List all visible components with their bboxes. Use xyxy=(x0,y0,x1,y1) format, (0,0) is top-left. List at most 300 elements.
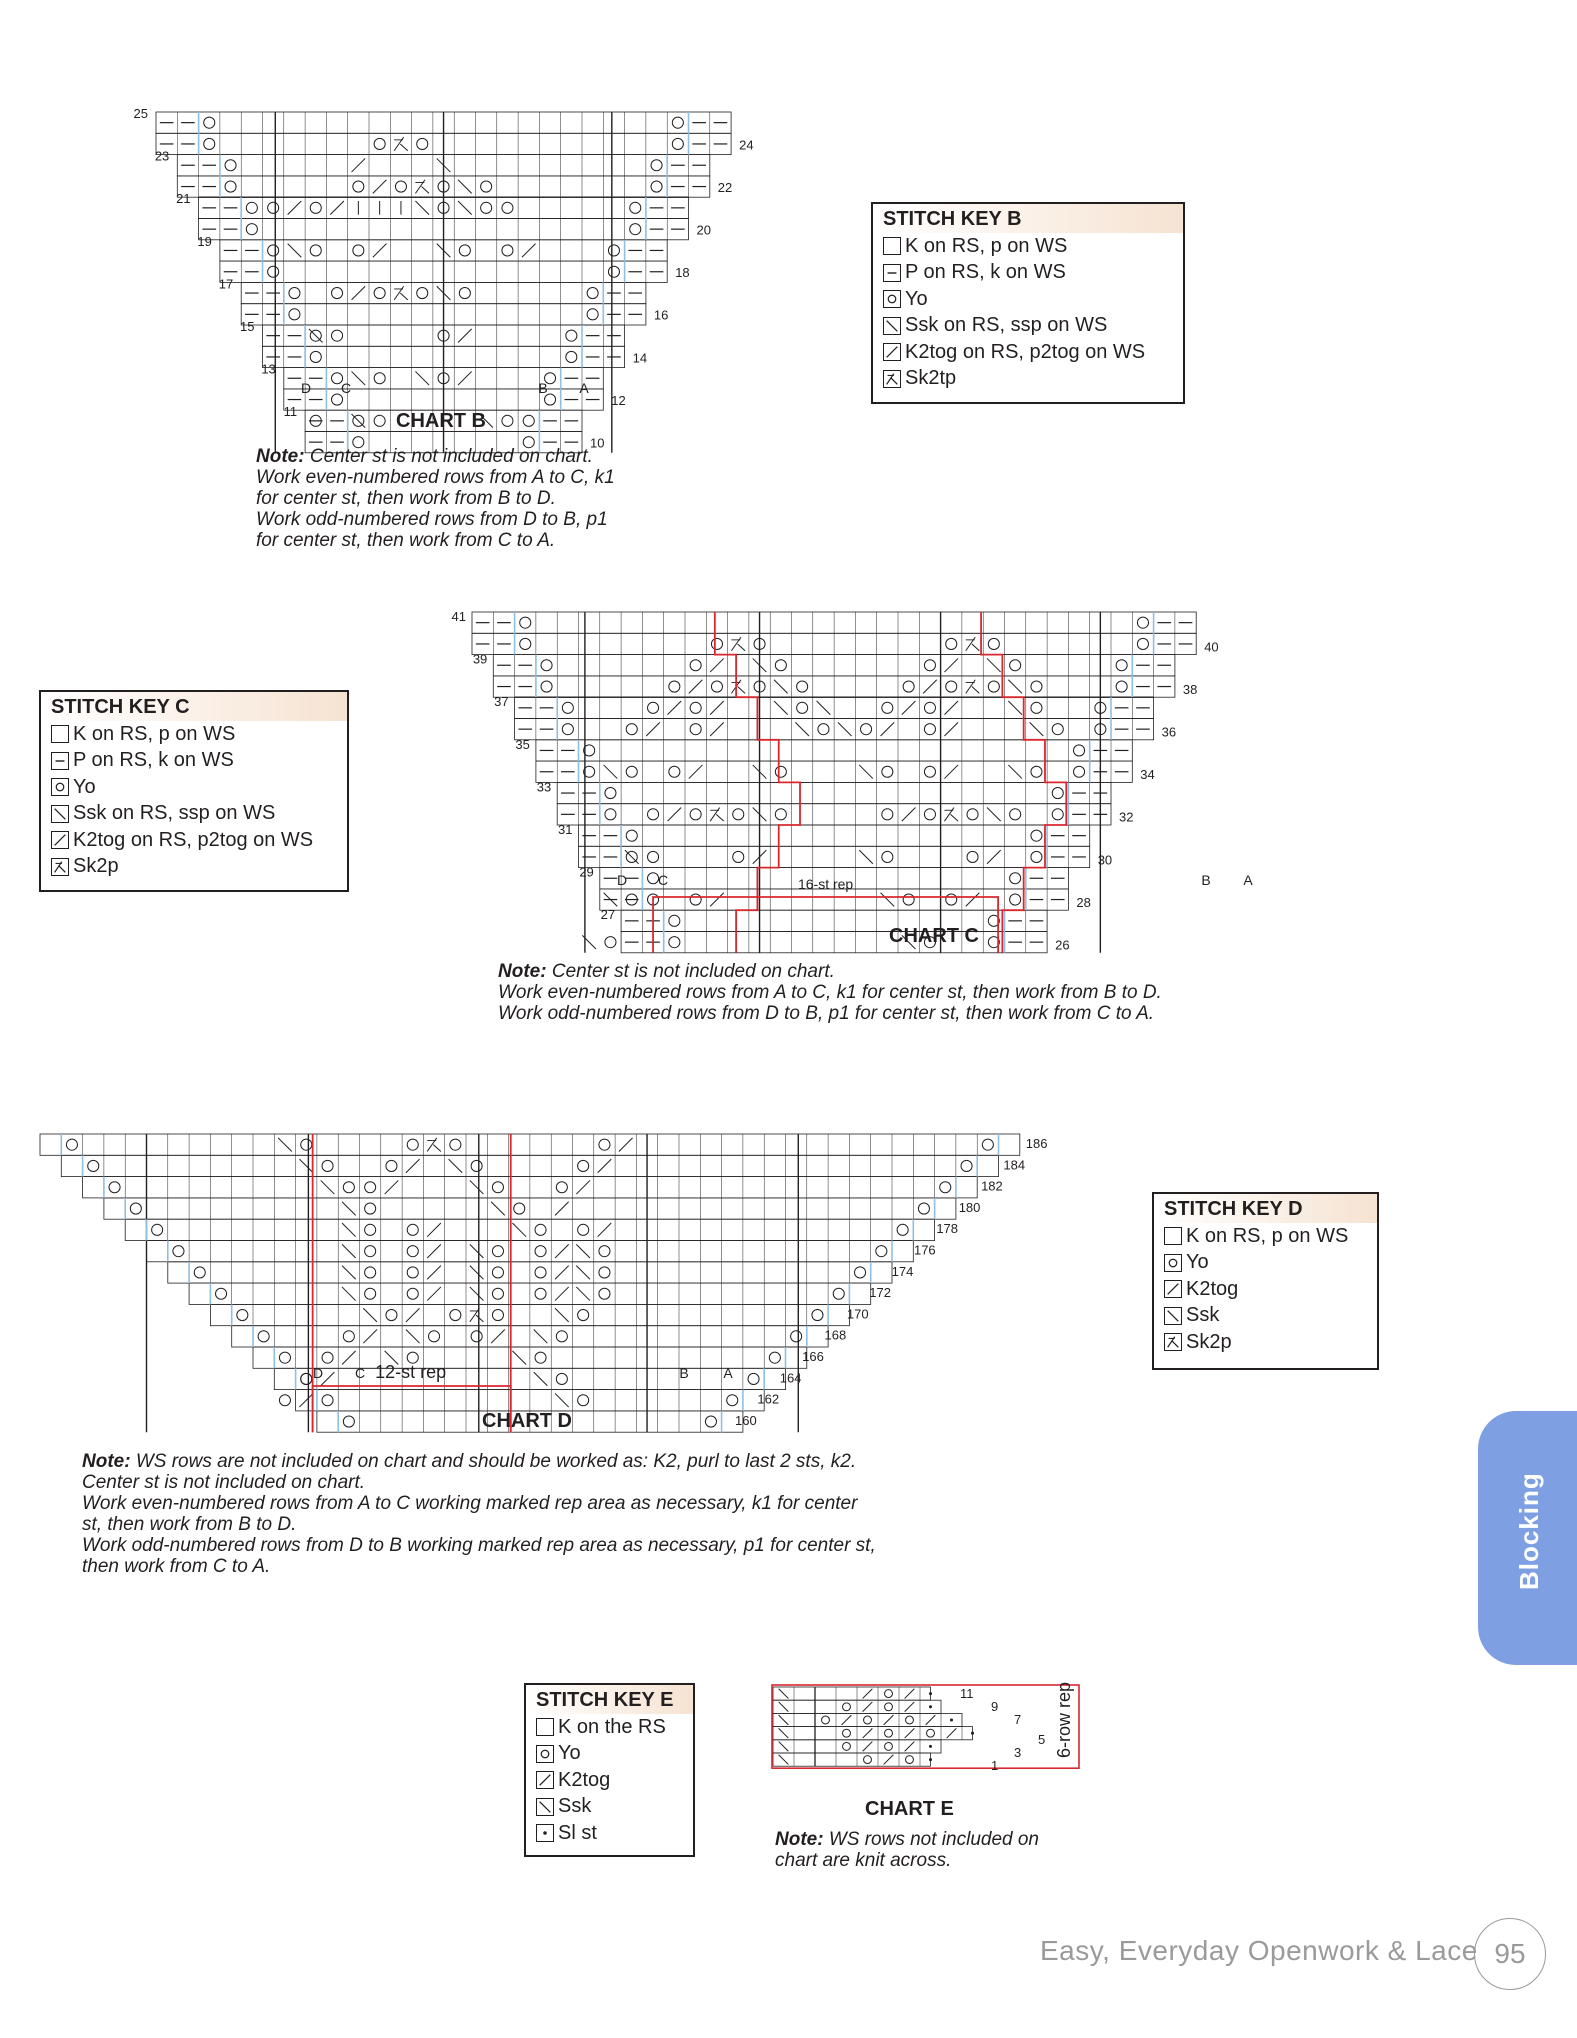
yo-symbol xyxy=(906,1716,914,1724)
row-number-right: 164 xyxy=(779,1370,802,1386)
stitch-key-item xyxy=(873,313,1183,340)
k2tog-symbol xyxy=(863,1742,873,1752)
chart-e-grid xyxy=(773,1687,973,1766)
ssk-symbol xyxy=(779,1689,789,1699)
ssk-symbol xyxy=(470,1244,484,1258)
row-number-left: 27 xyxy=(600,907,616,923)
yo-symbol xyxy=(775,660,786,671)
stitch-key-item xyxy=(1154,1303,1377,1330)
lambda-symbol-icon xyxy=(883,370,901,388)
yo-symbol xyxy=(769,1352,780,1363)
yo-symbol xyxy=(492,1288,503,1299)
yo-symbol xyxy=(1031,851,1042,862)
ssk-symbol xyxy=(795,722,809,736)
ssk-symbol xyxy=(1008,701,1022,715)
yo-symbol xyxy=(897,1224,908,1235)
ssk-symbol xyxy=(363,1308,377,1322)
row-number: 3 xyxy=(1014,1745,1022,1760)
sk2p-symbol xyxy=(944,808,958,822)
ssk-symbol xyxy=(779,1755,789,1765)
ssk-symbol xyxy=(470,1287,484,1301)
yo-symbol xyxy=(651,181,662,192)
lambda-symbol-icon xyxy=(51,858,69,876)
ssk-symbol xyxy=(604,765,618,779)
yo-symbol xyxy=(566,351,577,362)
row-number-right: 24 xyxy=(739,137,754,153)
yo-symbol xyxy=(924,724,935,735)
chart-b-title: CHART B xyxy=(396,410,486,432)
ssk-symbol xyxy=(342,1244,356,1258)
yo-symbol xyxy=(1052,809,1063,820)
note-line: WS rows not included on xyxy=(823,1829,1040,1850)
yo-symbol xyxy=(365,1182,376,1193)
yo-symbol xyxy=(1137,638,1148,649)
k2tog-symbol xyxy=(406,1308,420,1322)
yo-symbol xyxy=(502,245,513,256)
note-line: WS rows are not included on chart and should be worked as: K2, purl to last 2 sts, k2. xyxy=(130,1451,857,1472)
ssk-symbol xyxy=(859,850,873,864)
row-number-left: 23 xyxy=(154,148,170,164)
yo-symbol xyxy=(459,245,470,256)
k2tog-symbol xyxy=(902,808,916,822)
yo-symbol xyxy=(940,1182,951,1193)
yo-symbol xyxy=(365,1203,376,1214)
k2tog-symbol xyxy=(646,722,660,736)
stitch-key-item xyxy=(1154,1223,1377,1250)
row-number-left: 29 xyxy=(579,864,594,880)
yo-symbol xyxy=(587,288,598,299)
ssk-symbol xyxy=(342,1223,356,1237)
ssk-symbol xyxy=(817,701,831,715)
yo-symbol xyxy=(225,181,236,192)
yo-symbol xyxy=(535,1246,546,1257)
ssk-symbol xyxy=(1008,680,1022,694)
yo-symbol xyxy=(630,224,641,235)
note-line: then work from C to A. xyxy=(82,1556,271,1577)
yo-symbol xyxy=(289,309,300,320)
stitch-key-label: Yo xyxy=(73,775,96,798)
ssk-symbol xyxy=(576,1244,590,1258)
k2tog-symbol xyxy=(330,201,344,215)
yo-symbol xyxy=(605,937,616,948)
ssk-symbol xyxy=(576,1287,590,1301)
ssk-symbol xyxy=(342,1202,356,1216)
row-number-right: 34 xyxy=(1140,767,1155,783)
k2tog-symbol xyxy=(427,1287,441,1301)
row-number-right: 16 xyxy=(653,307,669,323)
row-number-right: 174 xyxy=(891,1263,914,1279)
yo-symbol xyxy=(672,117,683,128)
note-line: for center st, then work from C to A. xyxy=(256,530,556,551)
yo-symbol xyxy=(669,681,680,692)
yo-symbol xyxy=(822,1716,830,1724)
yo-symbol xyxy=(216,1288,227,1299)
yo-symbol xyxy=(669,766,680,777)
ssk-symbol xyxy=(299,1159,313,1173)
yo-symbol xyxy=(885,1729,893,1737)
yo-symbol xyxy=(566,330,577,341)
row-number-left: 13 xyxy=(261,361,276,377)
yo-symbol xyxy=(690,702,701,713)
yo-symbol xyxy=(924,660,935,671)
yo-symbol xyxy=(648,851,659,862)
yo-symbol xyxy=(903,681,914,692)
ssk-symbol xyxy=(534,1372,548,1386)
yo-symbol xyxy=(578,1310,589,1321)
note-bold: Note: xyxy=(82,1451,131,1472)
yo-symbol xyxy=(343,1182,354,1193)
yo-symbol xyxy=(492,1182,503,1193)
circle-symbol-icon xyxy=(536,1745,554,1763)
yo-symbol xyxy=(924,766,935,777)
sk2p-symbol xyxy=(394,137,408,151)
yo-symbol xyxy=(608,245,619,256)
chart-d-grid xyxy=(40,1134,1020,1432)
yo-symbol xyxy=(152,1224,163,1235)
yo-symbol xyxy=(492,1310,503,1321)
repeat-label: 6-row rep xyxy=(1054,1681,1074,1759)
ssk-symbol xyxy=(406,1330,420,1344)
ssk-symbol xyxy=(881,893,895,907)
stitch-key-label: P on RS, k on WS xyxy=(905,261,1066,284)
ssk-symbol xyxy=(779,1715,789,1725)
yo-symbol xyxy=(605,788,616,799)
yo-symbol xyxy=(605,809,616,820)
yo-symbol xyxy=(924,702,935,713)
yo-symbol xyxy=(374,415,385,426)
yo-symbol xyxy=(417,288,428,299)
yo-symbol xyxy=(843,1703,851,1711)
yo-symbol xyxy=(374,138,385,149)
stitch-key-label: Yo xyxy=(1186,1251,1209,1274)
yo-symbol xyxy=(450,1310,461,1321)
stitch-key-title: STITCH KEY C xyxy=(41,692,347,721)
row-number-right: 18 xyxy=(675,265,690,281)
k2tog-symbol xyxy=(905,1702,915,1712)
yo-symbol xyxy=(599,1246,610,1257)
slash-symbol-icon xyxy=(1164,1280,1182,1298)
yo-symbol xyxy=(711,681,722,692)
stitch-key-title: STITCH KEY B xyxy=(873,204,1183,233)
slash-symbol-icon xyxy=(536,1771,554,1789)
blank-symbol-icon xyxy=(536,1718,554,1736)
yo-symbol xyxy=(705,1416,716,1427)
yo-symbol xyxy=(988,681,999,692)
yo-symbol xyxy=(246,224,257,235)
ssk-symbol xyxy=(1030,722,1044,736)
k2tog-symbol xyxy=(710,701,724,715)
ssk-symbol xyxy=(309,329,323,343)
row-number-right: 186 xyxy=(1025,1136,1048,1151)
ssk-symbol xyxy=(779,1742,789,1752)
yo-symbol xyxy=(322,1352,333,1363)
yo-symbol xyxy=(66,1139,77,1150)
row-number-right: 166 xyxy=(802,1349,824,1364)
k2tog-symbol xyxy=(668,701,682,715)
k2tog-symbol xyxy=(710,722,724,736)
stitch-key-title: STITCH KEY E xyxy=(526,1685,693,1714)
yo-symbol xyxy=(587,309,598,320)
sk2p-symbol xyxy=(415,180,429,194)
yo-symbol xyxy=(946,638,957,649)
repeat-label: 12-st rep xyxy=(375,1362,447,1382)
note-line: Work even-numbered rows from A to C, k1 for center st, then work from B to D. xyxy=(498,982,1162,1003)
k2tog-symbol xyxy=(619,1138,633,1152)
k2tog-symbol xyxy=(926,1715,936,1725)
sk2p-symbol xyxy=(427,1138,441,1152)
yo-symbol xyxy=(669,937,680,948)
circle-symbol-icon xyxy=(1164,1254,1182,1272)
yo-symbol xyxy=(1010,894,1021,905)
stitch-key-item xyxy=(873,233,1183,260)
yo-symbol xyxy=(672,138,683,149)
stitch-key-label: Sk2p xyxy=(73,855,119,878)
yo-symbol xyxy=(578,1224,589,1235)
yo-symbol xyxy=(967,851,978,862)
yo-symbol xyxy=(386,1160,397,1171)
slip-symbol xyxy=(950,1718,953,1721)
yo-symbol xyxy=(843,1729,851,1737)
slip-symbol xyxy=(929,1745,932,1748)
circle-symbol-icon xyxy=(51,778,69,796)
row-number-right: 30 xyxy=(1097,852,1113,868)
yo-symbol xyxy=(855,1267,866,1278)
row-number: 1 xyxy=(991,1758,999,1773)
yo-symbol xyxy=(843,1742,851,1750)
stitch-key-label: K2tog xyxy=(558,1768,611,1791)
k2tog-symbol xyxy=(288,201,302,215)
yo-symbol xyxy=(988,638,999,649)
marker-label: C xyxy=(657,872,669,888)
yo-symbol xyxy=(459,288,470,299)
k2tog-symbol xyxy=(842,1715,852,1725)
yo-symbol xyxy=(864,1756,872,1764)
ssk-symbol xyxy=(321,1180,335,1194)
yo-symbol xyxy=(1031,702,1042,713)
row-number-left: 39 xyxy=(472,651,488,667)
yo-symbol xyxy=(578,1160,589,1171)
ssk-symbol xyxy=(491,1202,505,1216)
k2tog-symbol xyxy=(373,180,387,194)
backslash-symbol-icon xyxy=(1164,1307,1182,1325)
stitch-key-label: K2tog xyxy=(1186,1277,1239,1300)
lambda-symbol-icon xyxy=(1164,1333,1182,1351)
row-number-right: 14 xyxy=(632,350,648,366)
stitch-key-label: Sk2p xyxy=(1186,1330,1232,1353)
yo-symbol xyxy=(289,288,300,299)
yo-symbol xyxy=(1052,724,1063,735)
ssk-symbol xyxy=(534,1330,548,1344)
yo-symbol xyxy=(626,724,637,735)
k2tog-symbol xyxy=(863,1728,873,1738)
row-number-right: 182 xyxy=(981,1178,1003,1194)
yo-symbol xyxy=(946,894,957,905)
yo-symbol xyxy=(599,1288,610,1299)
yo-symbol xyxy=(365,1224,376,1235)
slip-symbol xyxy=(929,1705,932,1708)
note-bold: Note: xyxy=(498,961,547,982)
yo-symbol xyxy=(109,1182,120,1193)
yo-symbol xyxy=(237,1310,248,1321)
stitch-key-item xyxy=(41,827,347,854)
k2tog-symbol xyxy=(491,1330,505,1344)
row-number-right: 12 xyxy=(611,392,626,408)
yo-symbol xyxy=(651,160,662,171)
yo-symbol xyxy=(775,766,786,777)
row-number: 9 xyxy=(991,1699,999,1714)
yo-symbol xyxy=(797,702,808,713)
yo-symbol xyxy=(982,1139,993,1150)
yo-symbol xyxy=(520,638,531,649)
k2tog-symbol xyxy=(905,1742,915,1752)
chart-d-title: CHART D xyxy=(482,1410,572,1432)
blank-symbol-icon xyxy=(1164,1227,1182,1245)
yo-symbol xyxy=(562,724,573,735)
yo-symbol xyxy=(648,873,659,884)
yo-symbol xyxy=(429,1331,440,1342)
yo-symbol xyxy=(322,1395,333,1406)
yo-symbol xyxy=(906,1756,914,1764)
row-number-right: 40 xyxy=(1204,639,1219,655)
row-number-right: 22 xyxy=(717,179,733,195)
stitch-key-c xyxy=(39,690,349,892)
yo-symbol xyxy=(690,809,701,820)
row-number-left: 41 xyxy=(451,609,466,624)
yo-symbol xyxy=(268,245,279,256)
k2tog-symbol xyxy=(598,1159,612,1173)
yo-symbol xyxy=(885,1703,893,1711)
yo-symbol xyxy=(833,1288,844,1299)
row-number-left: 11 xyxy=(283,404,298,420)
marker-label: D xyxy=(312,1365,324,1381)
ssk-symbol xyxy=(458,180,472,194)
yo-symbol xyxy=(727,1395,738,1406)
k2tog-symbol xyxy=(944,722,958,736)
sk2p-symbol xyxy=(710,808,724,822)
yo-symbol xyxy=(407,1139,418,1150)
yo-symbol xyxy=(514,1203,525,1214)
note-line: Center st is not included on chart. xyxy=(82,1472,366,1493)
marker-label: B xyxy=(538,380,548,396)
yo-symbol xyxy=(268,202,279,213)
k2tog-symbol xyxy=(710,658,724,672)
k2tog-symbol xyxy=(905,1728,915,1738)
k2tog-symbol xyxy=(902,701,916,715)
yo-symbol xyxy=(885,1690,893,1698)
yo-symbol xyxy=(1052,788,1063,799)
circle-symbol-icon xyxy=(883,290,901,308)
ssk-symbol xyxy=(859,765,873,779)
row-number-left: 35 xyxy=(515,736,530,752)
yo-symbol xyxy=(797,681,808,692)
yo-symbol xyxy=(556,1331,567,1342)
chart-b-note xyxy=(256,446,615,551)
row-number-left: 19 xyxy=(197,233,212,249)
yo-symbol xyxy=(450,1139,461,1150)
yo-symbol xyxy=(173,1246,184,1257)
sk2p-symbol xyxy=(394,286,408,300)
row-number-right: 20 xyxy=(696,222,711,238)
k2tog-symbol xyxy=(598,1223,612,1237)
row-number: 7 xyxy=(1014,1712,1022,1727)
dot-symbol-icon xyxy=(536,1824,554,1842)
ssk-symbol xyxy=(278,1138,292,1152)
chart-e-note xyxy=(775,1829,1039,1871)
row-number-right: 180 xyxy=(958,1199,981,1215)
k2tog-symbol xyxy=(689,765,703,779)
stitch-key-item xyxy=(41,774,347,801)
yo-symbol xyxy=(748,1373,759,1384)
k2tog-symbol xyxy=(342,1351,356,1365)
dash-symbol-icon xyxy=(883,264,901,282)
chart-d-note xyxy=(82,1451,876,1577)
stitch-key-label: Yo xyxy=(558,1742,581,1765)
note-line: st, then work from B to D. xyxy=(82,1514,297,1535)
k2tog-symbol xyxy=(944,701,958,715)
ssk-symbol xyxy=(987,658,1001,672)
k2tog-symbol xyxy=(363,1330,377,1344)
note-line: Work odd-numbered rows from D to B, p1 xyxy=(256,509,608,530)
yo-symbol xyxy=(1074,745,1085,756)
yo-symbol xyxy=(630,202,641,213)
stitch-key-label: Ssk xyxy=(1186,1304,1220,1327)
marker-label: D xyxy=(300,380,312,396)
k2tog-symbol xyxy=(427,1266,441,1280)
k2tog-symbol xyxy=(884,1755,894,1765)
marker-label: A xyxy=(579,380,589,396)
stitch-key-label: Ssk on RS, ssp on WS xyxy=(73,802,276,825)
yo-symbol xyxy=(885,1742,893,1750)
yo-symbol xyxy=(648,702,659,713)
k2tog-symbol xyxy=(689,680,703,694)
ssk-symbol xyxy=(470,1266,484,1280)
note-line: Work odd-numbered rows from D to B working marked rep area as necessary, p1 for center st, xyxy=(82,1535,876,1556)
k2tog-symbol xyxy=(555,1287,569,1301)
yo-symbol xyxy=(471,1160,482,1171)
yo-symbol xyxy=(365,1288,376,1299)
k2tog-symbol xyxy=(947,1728,957,1738)
row-number-left: 15 xyxy=(240,319,255,334)
yo-symbol xyxy=(690,724,701,735)
k2tog-symbol xyxy=(427,1223,441,1237)
stitch-key-e xyxy=(524,1683,695,1857)
yo-symbol xyxy=(492,1267,503,1278)
yo-symbol xyxy=(407,1288,418,1299)
ssk-symbol xyxy=(625,850,639,864)
ssk-symbol xyxy=(512,1351,526,1365)
k2tog-symbol xyxy=(555,1266,569,1280)
yo-symbol xyxy=(648,809,659,820)
k2tog-symbol xyxy=(863,1702,873,1712)
note-line: Work odd-numbered rows from D to B, p1 for center st, then work from C to A. xyxy=(498,1003,1155,1024)
section-tab-label: Blocking xyxy=(1514,1472,1544,1590)
yo-symbol xyxy=(669,915,680,926)
page-number: 95 xyxy=(1494,1938,1526,1969)
k2tog-symbol xyxy=(352,286,366,300)
ssk-symbol xyxy=(555,1308,569,1322)
yo-symbol xyxy=(556,1182,567,1193)
k2tog-symbol xyxy=(576,1180,590,1194)
yo-symbol xyxy=(88,1160,99,1171)
yo-symbol xyxy=(578,1395,589,1406)
stitch-key-item xyxy=(873,260,1183,287)
slip-symbol xyxy=(971,1732,974,1735)
yo-symbol xyxy=(961,1160,972,1171)
yo-symbol xyxy=(1031,681,1042,692)
marker-label: B xyxy=(1201,872,1211,888)
row-number-right: 172 xyxy=(869,1285,891,1301)
slash-symbol-icon xyxy=(51,831,69,849)
